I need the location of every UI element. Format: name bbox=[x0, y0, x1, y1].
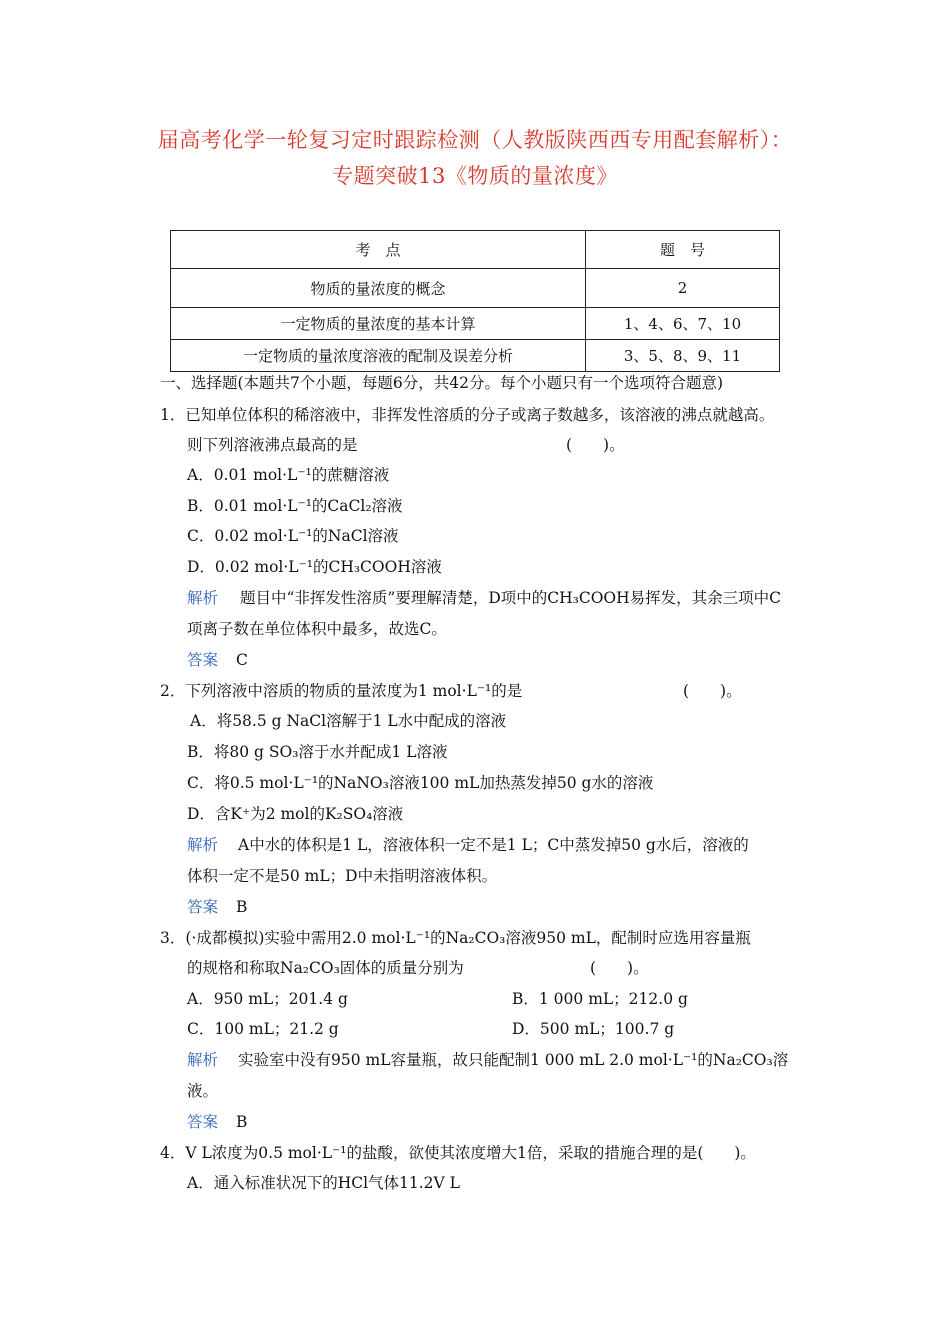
section-heading: 一、选择题(本题共7个小题，每题6分，共42分。每个小题只有一个选项符合题意) bbox=[160, 374, 724, 392]
table-row bbox=[171, 269, 780, 308]
q3-stem-line-2: 的规格和称取Na₂CO₃固体的质量分别为 bbox=[187, 959, 464, 977]
q3-option-c: C．100 mL；21.2 g bbox=[187, 1020, 339, 1038]
page-title-line-2: 专题突破13《物质的量浓度》 bbox=[332, 164, 618, 188]
q3-analysis-label: 解析 bbox=[187, 1051, 219, 1069]
table-row bbox=[171, 308, 780, 340]
q3-stem-line-1: 3．(·成都模拟)实验中需用2.0 mol·L⁻¹的Na₂CO₃溶液950 mL，配制时应选用容量瓶 bbox=[160, 929, 751, 947]
q2-option-a: A．将58.5 g NaCl溶解于1 L水中配成的溶液 bbox=[190, 712, 507, 730]
q1-option-a: A．0.01 mol·L⁻¹的蔗糖溶液 bbox=[187, 466, 390, 484]
q1-option-b: B．0.01 mol·L⁻¹的CaCl₂溶液 bbox=[187, 497, 403, 515]
q1-answer-label: 答案 bbox=[187, 651, 219, 669]
q3-option-d: D．500 mL；100.7 g bbox=[512, 1020, 675, 1038]
table-cell-topic: 一定物质的量浓度溶液的配制及误差分析 bbox=[171, 340, 586, 372]
q4-stem: 4．V L浓度为0.5 mol·L⁻¹的盐酸，欲使其浓度增大1倍，采取的措施合理的是( )。 bbox=[160, 1144, 756, 1162]
q2-analysis-label: 解析 bbox=[187, 836, 219, 854]
q2-analysis-line-2: 体积一定不是50 mL；D中未指明溶液体积。 bbox=[187, 867, 498, 885]
q4-option-a: A．通入标准状况下的HCl气体11.2V L bbox=[187, 1174, 460, 1192]
q2-option-b: B．将80 g SO₃溶于水并配成1 L溶液 bbox=[187, 743, 448, 761]
q3-analysis-line-2: 液。 bbox=[187, 1082, 219, 1100]
table-cell-topic: 一定物质的量浓度的基本计算 bbox=[171, 308, 586, 340]
table-header-row bbox=[171, 231, 780, 269]
table-header-number: 题 号 bbox=[586, 231, 780, 269]
q2-option-c: C．将0.5 mol·L⁻¹的NaNO₃溶液100 mL加热蒸发掉50 g水的溶液 bbox=[187, 774, 654, 792]
q2-stem: 2．下列溶液中溶质的物质的量浓度为1 mol·L⁻¹的是 bbox=[160, 682, 523, 700]
q1-answer-paren: ( )。 bbox=[566, 436, 625, 454]
q3-analysis-line-1: 实验室中没有950 mL容量瓶，故只能配制1 000 mL 2.0 mol·L⁻¹的Na₂CO₃溶 bbox=[238, 1051, 789, 1069]
page-title-line-1: 届高考化学一轮复习定时跟踪检测（人教版陕西西专用配套解析）： bbox=[157, 128, 793, 152]
q2-analysis-line-1: A中水的体积是1 L，溶液体积一定不是1 L；C中蒸发掉50 g水后，溶液的 bbox=[238, 836, 749, 854]
table-row bbox=[171, 340, 780, 372]
table-cell-number: 3、5、8、9、11 bbox=[586, 340, 780, 372]
q3-answer-label: 答案 bbox=[187, 1113, 219, 1131]
q1-stem-line-1: 1．已知单位体积的稀溶液中，非挥发性溶质的分子或离子数越多，该溶液的沸点就越高。 bbox=[160, 406, 775, 424]
table-cell-number: 2 bbox=[586, 269, 780, 308]
q3-answer: B bbox=[236, 1113, 248, 1131]
table-header-topic: 考 点 bbox=[171, 231, 586, 269]
q3-answer-paren: ( )。 bbox=[590, 959, 649, 977]
q1-analysis-line-1: 题目中“非挥发性溶质”要理解清楚，D项中的CH₃COOH易挥发，其余三项中C bbox=[240, 589, 782, 607]
q2-answer-label: 答案 bbox=[187, 898, 219, 916]
table-cell-number: 1、4、6、7、10 bbox=[586, 308, 780, 340]
q1-analysis-line-2: 项离子数在单位体积中最多，故选C。 bbox=[187, 620, 447, 638]
q1-option-c: C．0.02 mol·L⁻¹的NaCl溶液 bbox=[187, 527, 399, 545]
q3-option-a: A．950 mL；201.4 g bbox=[187, 990, 348, 1008]
q2-option-d: D．含K⁺为2 mol的K₂SO₄溶液 bbox=[187, 805, 404, 823]
table-cell-topic: 物质的量浓度的概念 bbox=[171, 269, 586, 308]
q2-answer-paren: ( )。 bbox=[683, 682, 742, 700]
q1-analysis-label: 解析 bbox=[187, 589, 219, 607]
q1-option-d: D．0.02 mol·L⁻¹的CH₃COOH溶液 bbox=[187, 558, 442, 576]
q1-stem-line-2: 则下列溶液沸点最高的是 bbox=[187, 436, 358, 454]
q3-option-b: B．1 000 mL；212.0 g bbox=[512, 990, 688, 1008]
q2-answer: B bbox=[236, 898, 248, 916]
topic-table bbox=[170, 230, 780, 372]
q1-answer: C bbox=[236, 651, 248, 669]
